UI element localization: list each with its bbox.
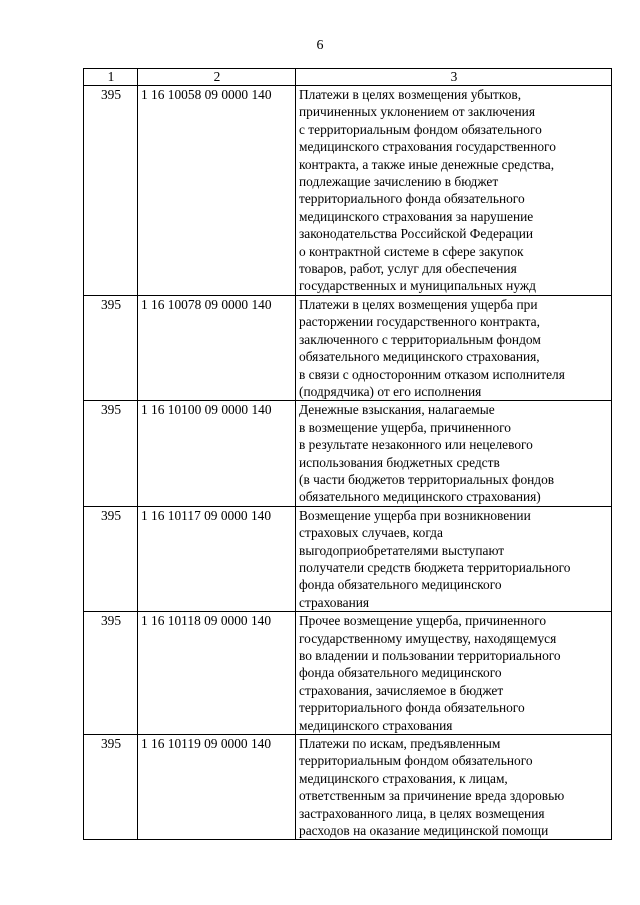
description-cell (296, 401, 612, 506)
description-line: фонда обязательного медицинского (299, 665, 502, 681)
table-row (84, 735, 612, 840)
budget-code-cell: 1 16 10117 09 0000 140 (138, 506, 296, 611)
description-line: товаров, работ, услуг для обеспечения (299, 261, 517, 277)
admin-code-cell: 395 (84, 401, 138, 506)
budget-code-cell: 1 16 10119 09 0000 140 (138, 735, 296, 840)
description-line: получатели средств бюджета территориального (299, 559, 571, 575)
description-line: государственных и муниципальных нужд (299, 278, 536, 294)
description-line: медицинского страхования (299, 717, 453, 733)
table-row (84, 401, 612, 506)
description-line: медицинского страхования, к лицам, (299, 770, 508, 786)
table-row (84, 86, 612, 296)
description-line: расходов на оказание медицинской помощи (299, 823, 549, 839)
description-line: застрахованного лица, в целях возмещения (299, 805, 545, 821)
description-line: медицинского страхования государственного (299, 139, 556, 155)
description-line: в связи с односторонним отказом исполнителя (299, 366, 565, 382)
budget-code-cell: 1 16 10058 09 0000 140 (138, 86, 296, 296)
description-line: страхования (299, 594, 370, 610)
column-header-2: 2 (138, 69, 296, 86)
description-cell (296, 735, 612, 840)
admin-code-cell: 395 (84, 735, 138, 840)
description-line: заключенного с территориальным фондом (299, 331, 541, 347)
description-line: в результате незаконного или нецелевого (299, 437, 533, 453)
description-line: Платежи в целях возмещения убытков, (299, 87, 522, 102)
description-line: страхования, зачисляемое в бюджет (299, 682, 504, 698)
description-line: Возмещение ущерба при возникновении (299, 507, 531, 523)
column-header-3: 3 (296, 69, 612, 86)
description-cell (296, 506, 612, 611)
admin-code-cell: 395 (84, 506, 138, 611)
description-line: о контрактной системе в сфере закупок (299, 243, 524, 259)
description-line: фонда обязательного медицинского (299, 577, 502, 593)
column-header-1: 1 (84, 69, 138, 86)
table-row (84, 612, 612, 735)
budget-code-cell: 1 16 10100 09 0000 140 (138, 401, 296, 506)
description-line: Платежи по искам, предъявленным (299, 736, 501, 752)
description-line: территориального фонда обязательного (299, 700, 525, 716)
description-line: Прочее возмещение ущерба, причиненного (299, 613, 547, 629)
description-cell (296, 86, 612, 296)
budget-code-cell: 1 16 10078 09 0000 140 (138, 295, 296, 400)
description-line: (подрядчика) от его исполнения (299, 383, 482, 399)
description-line: Платежи в целях возмещения ущерба при (299, 296, 538, 312)
description-line: выгодоприобретателями выступают (299, 542, 505, 558)
description-line: обязательного медицинского страхования) (299, 489, 541, 505)
header-row (84, 69, 612, 86)
description-line: расторжении государственного контракта, (299, 314, 540, 330)
description-line: территориальным фондом обязательного (299, 753, 533, 769)
table-row (84, 506, 612, 611)
table-row (84, 295, 612, 400)
description-line: государственному имуществу, находящемуся (299, 630, 557, 646)
description-cell (296, 612, 612, 735)
description-line: медицинского страхования за нарушение (299, 208, 534, 224)
description-line: ответственным за причинение вреда здоровью (299, 788, 565, 804)
admin-code-cell: 395 (84, 295, 138, 400)
description-line: во владении и пользовании территориального (299, 648, 561, 663)
description-line: в возмещение ущерба, причиненного (299, 419, 512, 435)
revenue-codes-table (83, 68, 612, 840)
description-cell (296, 295, 612, 400)
description-line: контракта, а также иные денежные средства, (299, 156, 555, 172)
description-line: причиненных уклонением от заключения (299, 104, 535, 120)
description-line: Денежные взыскания, налагаемые (299, 402, 495, 418)
description-line: с территориальным фондом обязательного (299, 121, 542, 137)
description-line: (в части бюджетов территориальных фондов (299, 471, 555, 487)
description-line: подлежащие зачислению в бюджет (299, 174, 499, 190)
page-number: 6 (316, 38, 324, 53)
description-line: территориального фонда обязательного (299, 191, 525, 207)
description-line: использования бюджетных средств (299, 454, 500, 470)
description-line: законодательства Российской Федерации (299, 226, 534, 242)
admin-code-cell: 395 (84, 612, 138, 735)
admin-code-cell: 395 (84, 86, 138, 296)
description-line: обязательного медицинского страхования, (299, 349, 540, 365)
description-line: страховых случаев, когда (299, 525, 443, 541)
budget-code-cell: 1 16 10118 09 0000 140 (138, 612, 296, 735)
